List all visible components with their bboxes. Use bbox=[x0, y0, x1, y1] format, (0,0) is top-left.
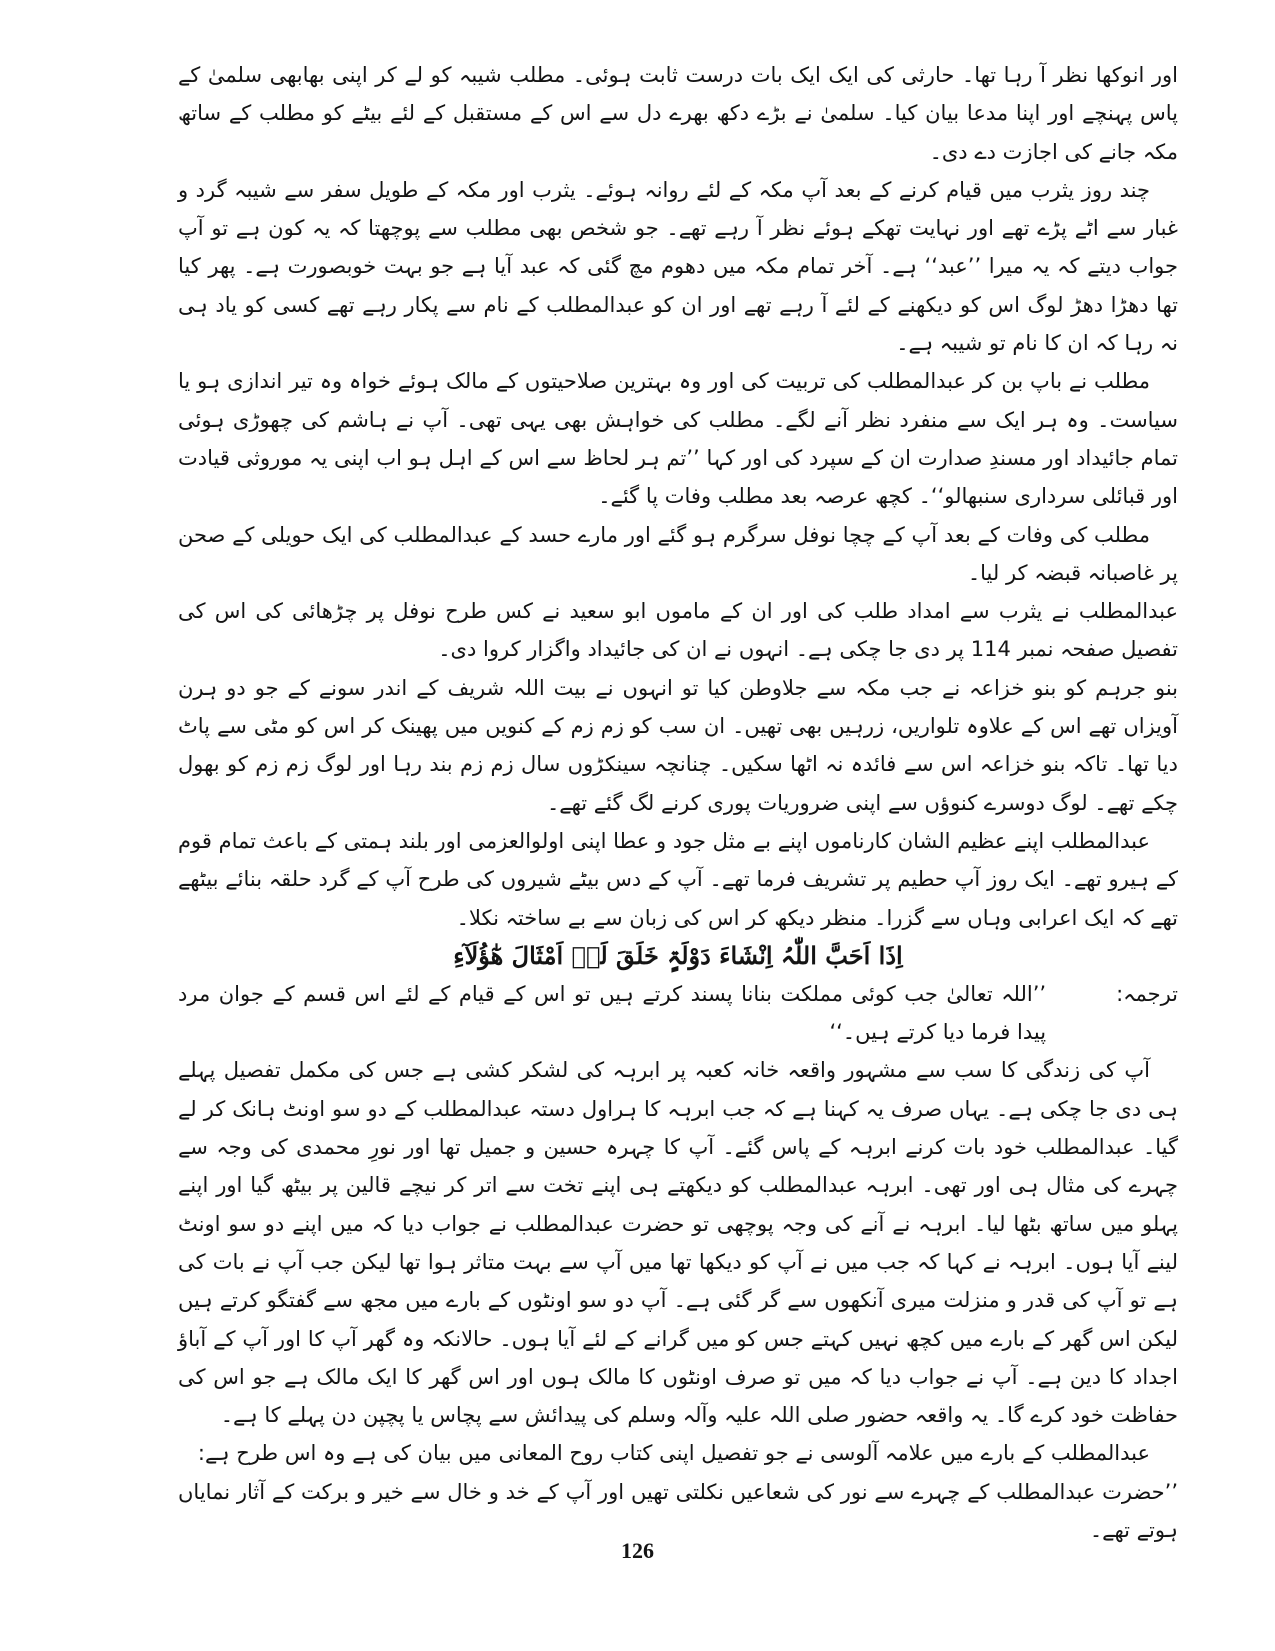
paragraph-7: عبدالمطلب اپنے عظیم الشان کارناموں اپنے بے مثل جود و عطا اپنی اولوالعزمی اور بلند ہمتی کے باعث تمام قوم کے ہیرو تھے۔ ایک روز آپ حطیم پر تشریف فرما تھے۔ آپ کے دس بیٹے شیروں کی طرح آپ کے گرد حلقہ بنائے بیٹھے تھے کہ ایک اعرابی وہاں سے گزرا۔ منظر دیکھ کر اس کی زبان سے بے ساختہ نکلا۔ bbox=[178, 828, 1178, 930]
paragraph-9: عبدالمطلب کے بارے میں علامہ آلوسی نے جو تفصیل اپنی کتاب روح المعانی میں بیان کی ہے وہ اس طرح ہے: bbox=[197, 1441, 1150, 1466]
paragraph-6: بنو جرہم کو بنو خزاعہ نے جب مکہ سے جلاوطن کیا تو انہوں نے بیت اللہ شریف کے اندر سونے کے جو دو ہرن آویزاں تھے اس کے علاوہ تلواریں، زرہیں بھی تھیں۔ ان سب کو زم زم کے کنویں میں پھینک کر اس کو مٹی سے پاٹ دیا تھا۔ تاکہ بنو خزاعہ اس سے فائدہ نہ اٹھا سکیں۔ چنانچہ سینکڑوں سال زم زم بند رہا اور لوگ زم زم کو بھول چکے تھے۔ لوگ دوسرے کنوؤں سے اپنی ضروریات پوری کرنے لگ گئے تھے۔ bbox=[178, 675, 1178, 815]
arabic-quote: اِذَا اَحَبَّ اللّٰہُ اِنْشَاءَ دَوْلَۃٍ خَلَقَ لَہٗ اَمْثَالَ ھٰٓؤُلَآءِ bbox=[453, 940, 903, 970]
paragraph-2: چند روز یثرب میں قیام کرنے کے بعد آپ مکہ کے لئے روانہ ہوئے۔ یثرب اور مکہ کے طویل سفر سے شیبہ گرد و غبار سے اٹے پڑے تھے اور نہایت تھکے ہوئے نظر آ رہے تھے۔ جو شخص بھی مطلب سے پوچھتا کہ یہ کون ہے تو آپ جواب دیتے کہ یہ میرا ’’عبد‘‘ ہے۔ آخر تمام مکہ میں دھوم مچ گئی کہ عبد آیا ہے جو بہت خوبصورت ہے۔ پھر کیا تھا دھڑا دھڑ لوگ اس کو دیکھنے کے لئے آ رہے تھے اور ان کو عبدالمطلب کے نام سے پکار رہے تھے کسی کو یاد ہی نہ رہا کہ ان کا نام تو شیبہ ہے۔ bbox=[178, 177, 1178, 356]
translation-line bbox=[178, 975, 1178, 1052]
page-body bbox=[178, 56, 1178, 1549]
paragraph-5: عبدالمطلب نے یثرب سے امداد طلب کی اور ان کے ماموں ابو سعید نے کس طرح نوفل پر چڑھائی کی اس کی تفصیل صفحہ نمبر 114 پر دی جا چکی ہے۔ انہوں نے ان کی جائیداد واگزار کروا دی۔ bbox=[178, 599, 1178, 662]
paragraph-4: مطلب کی وفات کے بعد آپ کے چچا نوفل سرگرم ہو گئے اور مارے حسد کے عبدالمطلب کی ایک حویلی کے صحن پر غاصبانہ قبضہ کر لیا۔ bbox=[178, 522, 1178, 585]
translation-text: ’’اللہ تعالیٰ جب کوئی مملکت بنانا پسند کرتے ہیں تو اس کے قیام کے لئے اس قسم کے جوان مرد پیدا فرما دیا کرتے ہیں۔‘‘ bbox=[178, 981, 1047, 1045]
paragraph-10: ’’حضرت عبدالمطلب کے چہرے سے نور کی شعاعیں نکلتی تھیں اور آپ کے خد و خال سے خیر و برکت کے آثار نمایاں ہوتے تھے۔ bbox=[178, 1479, 1178, 1542]
paragraph-3: مطلب نے باپ بن کر عبدالمطلب کی تربیت کی اور وہ بہترین صلاحیتوں کے مالک ہوئے خواہ وہ تیر اندازی ہو یا سیاست۔ وہ ہر ایک سے منفرد نظر آنے لگے۔ مطلب کی خواہش بھی یہی تھی۔ آپ نے ہاشم کی چھوڑی ہوئی تمام جائیداد اور مسندِ صدارت ان کے سپرد کی اور کہا ’’تم ہر لحاظ سے اس کے اہل ہو اب اپنی یہ موروثی قیادت اور قبائلی سرداری سنبھالو‘‘۔ کچھ عرصہ بعد مطلب وفات پا گئے۔ bbox=[178, 369, 1178, 509]
paragraph-1: اور انوکھا نظر آ رہا تھا۔ حارثی کی ایک ایک بات درست ثابت ہوئی۔ مطلب شیبہ کو لے کر اپنی بھابھی سلمیٰ کے پاس پہنچے اور اپنا مدعا بیان کیا۔ سلمیٰ نے بڑے دکھ بھرے دل سے اس کے مستقبل کے لئے بیٹے کو مطلب کے ساتھ مکہ جانے کی اجازت دے دی۔ bbox=[178, 63, 1178, 164]
page-number: 126 bbox=[621, 1538, 654, 1563]
translation-label: ترجمہ: bbox=[1116, 981, 1178, 1006]
paragraph-8: آپ کی زندگی کا سب سے مشہور واقعہ خانہ کعبہ پر ابرہہ کی لشکر کشی ہے جس کی مکمل تفصیل پہلے ہی دی جا چکی ہے۔ یہاں صرف یہ کہنا ہے کہ جب ابرہہ کا ہراول دستہ عبدالمطلب کے دو سو اونٹ ہانک کر لے گیا۔ عبدالمطلب خود بات کرنے ابرہہ کے پاس گئے۔ آپ کا چہرہ حسین و جمیل تھا اور نورِ محمدی کی وجہ سے چہرے کی مثال ہی اور تھی۔ ابرہہ عبدالمطلب کو دیکھتے ہی اپنے تخت سے اتر کر نیچے قالین پر بیٹھ گیا اور اپنے پہلو میں ساتھ بٹھا لیا۔ ابرہہ نے آنے کی وجہ پوچھی تو حضرت عبدالمطلب نے جواب دیا کہ میں اپنے دو سو اونٹ لینے آیا ہوں۔ ابرہہ نے کہا کہ جب میں نے آپ کو دیکھا تھا میں آپ سے بہت متاثر ہوا تھا لیکن جب آپ نے بات کی ہے تو آپ کی قدر و منزلت میری آنکھوں سے گر گئی ہے۔ آپ دو سو اونٹوں کے بارے میں مجھ سے گفتگو کرتے ہیں لیکن اس گھر کے بارے میں کچھ نہیں کہتے جس کو میں گرانے کے لئے آیا ہوں۔ حالانکہ وہ گھر آپ کا اور آپ کے آباؤ اجداد کا دین ہے۔ آپ نے جواب دیا کہ میں تو صرف اونٹوں کا مالک ہوں اور اس گھر کا ایک مالک ہے جو اس کی حفاظت خود کرے گا۔ یہ واقعہ حضور صلی اللہ علیہ وآلہ وسلم کی پیدائش سے پچاس یا پچپن دن پہلے کا ہے۔ bbox=[178, 1058, 1178, 1428]
